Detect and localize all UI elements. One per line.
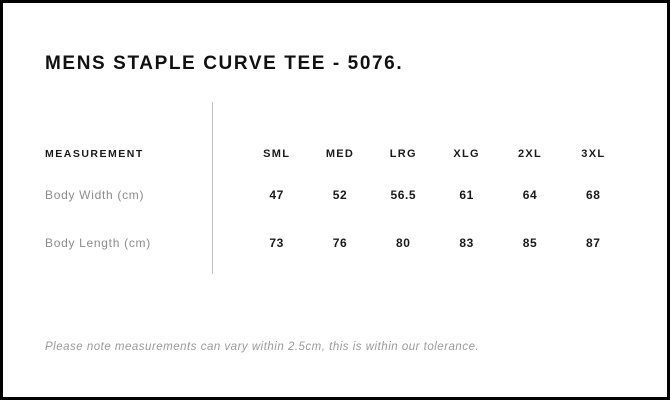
page-content bbox=[3, 3, 667, 397]
cell-body-length-sml: 73 bbox=[269, 236, 284, 250]
column-header-sml: SML bbox=[263, 148, 291, 160]
cell-body-width-med: 52 bbox=[332, 188, 348, 202]
page-title: MENS STAPLE CURVE TEE - 5076. bbox=[45, 53, 404, 74]
row-label-body-width: Body Width (cm) bbox=[45, 188, 145, 202]
cell-body-width-3xl: 68 bbox=[586, 188, 601, 202]
cell-body-length-xlg: 83 bbox=[459, 236, 474, 250]
table-row bbox=[45, 171, 625, 219]
size-table-container bbox=[45, 137, 625, 267]
tolerance-note: Please note measurements can vary within 2.5cm, this is within our tolerance. bbox=[45, 341, 480, 353]
table-row bbox=[45, 219, 625, 267]
cell-body-length-lrg: 80 bbox=[396, 236, 411, 250]
cell-body-width-xlg: 61 bbox=[459, 188, 474, 202]
column-header-xlg: XLG bbox=[453, 148, 480, 160]
column-header-3xl: 3XL bbox=[581, 148, 606, 160]
table-body bbox=[45, 171, 625, 267]
column-header-med: MED bbox=[325, 148, 355, 160]
table-header bbox=[45, 137, 625, 171]
table-header-row bbox=[45, 137, 625, 171]
column-header-measurement: MEASUREMENT bbox=[45, 148, 144, 160]
cell-body-width-2xl: 64 bbox=[522, 188, 538, 202]
cell-body-length-med: 76 bbox=[332, 236, 348, 250]
cell-body-width-lrg: 56.5 bbox=[390, 188, 417, 202]
cell-body-width-sml: 47 bbox=[269, 188, 284, 202]
cell-body-length-2xl: 85 bbox=[522, 236, 538, 250]
vertical-divider bbox=[212, 102, 213, 274]
column-header-2xl: 2XL bbox=[517, 148, 543, 160]
cell-body-length-3xl: 87 bbox=[586, 236, 601, 250]
column-header-lrg: LRG bbox=[389, 148, 417, 160]
row-label-body-length: Body Length (cm) bbox=[45, 236, 151, 250]
size-table bbox=[45, 137, 625, 267]
